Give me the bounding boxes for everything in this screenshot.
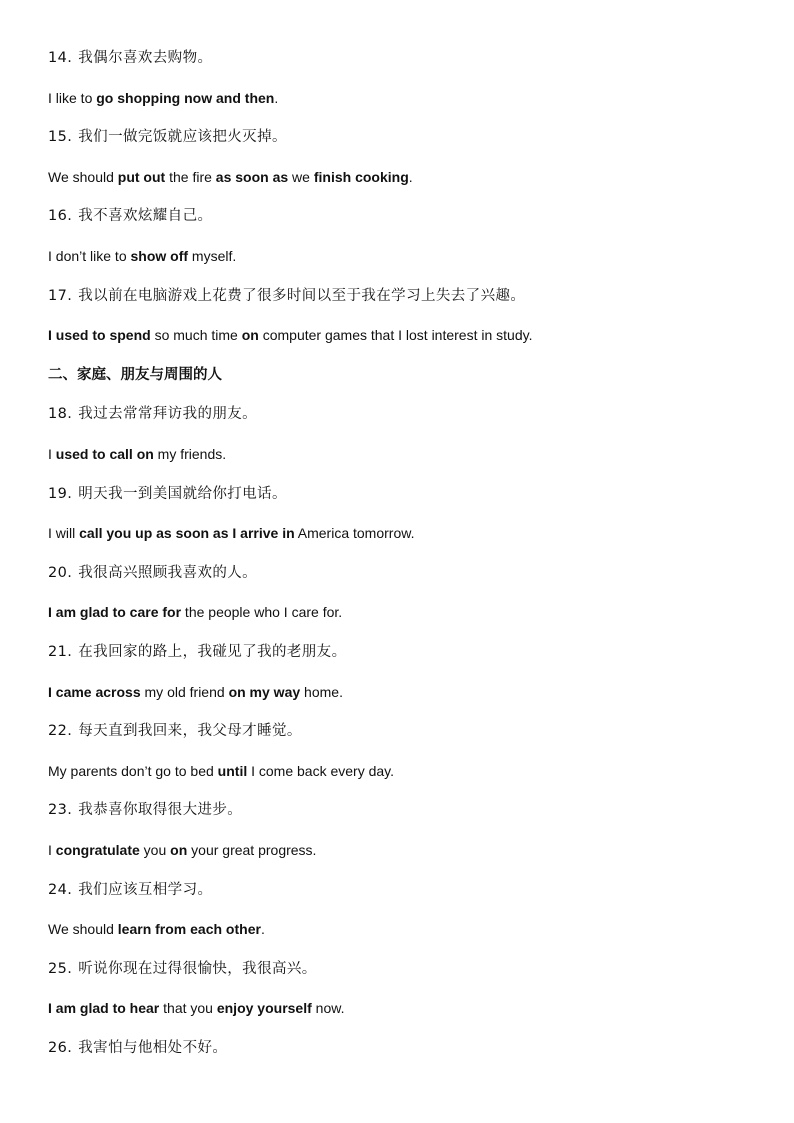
chinese-sentence — [48, 959, 317, 979]
chinese-sentence — [48, 206, 212, 226]
english-translation — [48, 682, 343, 702]
item-number: 24. — [48, 882, 73, 898]
english-translation — [48, 919, 265, 939]
plain-text: I don’t like to — [48, 248, 131, 264]
key-phrase: enjoy yourself — [216, 1000, 312, 1016]
key-phrase: I came across — [48, 684, 141, 700]
key-phrase: finish cooking — [313, 169, 409, 185]
plain-text: myself. — [188, 248, 237, 264]
chinese-text: 我恭喜你取得很大进步。 — [78, 802, 243, 818]
plain-text: we — [288, 169, 314, 185]
item-number: 21. — [48, 644, 73, 660]
item-number: 23. — [48, 802, 73, 818]
chinese-text: 每天直到我回来，我父母才睡觉。 — [78, 723, 302, 739]
key-phrase: learn from each other — [117, 921, 261, 937]
plain-text: We should — [48, 169, 118, 185]
key-phrase: show off — [130, 248, 189, 264]
key-phrase: until — [217, 763, 248, 779]
chinese-text: 我不喜欢炫耀自己。 — [78, 208, 213, 224]
chinese-text: 我偶尔喜欢去购物。 — [78, 50, 213, 66]
chinese-text: 明天我一到美国就给你打电话。 — [78, 486, 287, 502]
chinese-sentence — [48, 721, 302, 741]
plain-text: the people who I care for. — [181, 604, 343, 620]
english-translation — [48, 325, 532, 345]
plain-text: home. — [300, 684, 343, 700]
chinese-sentence — [48, 286, 525, 306]
chinese-sentence — [48, 642, 346, 662]
english-translation — [48, 840, 316, 860]
plain-text: America tomorrow. — [294, 525, 415, 541]
plain-text: your great progress. — [187, 842, 317, 858]
chinese-text: 我很高兴照顾我喜欢的人。 — [78, 565, 258, 581]
plain-text: now. — [311, 1000, 345, 1016]
chinese-sentence — [48, 127, 287, 147]
plain-text: so much time — [150, 327, 242, 343]
plain-text: . — [260, 921, 265, 937]
chinese-text: 我害怕与他相处不好。 — [78, 1040, 228, 1056]
plain-text: I like to — [48, 90, 97, 106]
plain-text: . — [408, 169, 413, 185]
chinese-text: 听说你现在过得很愉快，我很高兴。 — [78, 961, 317, 977]
key-phrase: put out — [117, 169, 166, 185]
key-phrase: go shopping now and then — [96, 90, 275, 106]
chinese-sentence — [48, 563, 257, 583]
plain-text: the fire — [165, 169, 216, 185]
chinese-text: 在我回家的路上，我碰见了我的老朋友。 — [78, 644, 347, 660]
english-translation — [48, 444, 226, 464]
chinese-text: 我们应该互相学习。 — [78, 882, 213, 898]
key-phrase: call you up as soon as I arrive in — [79, 525, 295, 541]
plain-text: I — [48, 842, 56, 858]
chinese-sentence — [48, 880, 212, 900]
key-phrase: I am glad to care for — [48, 604, 182, 620]
key-phrase: I am glad to hear — [48, 1000, 160, 1016]
item-number: 25. — [48, 961, 73, 977]
plain-text: We should — [48, 921, 118, 937]
item-number: 17. — [48, 288, 73, 304]
english-translation — [48, 167, 413, 187]
plain-text: I come back every day. — [247, 763, 395, 779]
chinese-text: 我过去常常拜访我的朋友。 — [78, 406, 258, 422]
key-phrase: as soon as — [215, 169, 289, 185]
english-translation — [48, 523, 414, 543]
chinese-sentence — [48, 404, 257, 424]
plain-text: that you — [159, 1000, 217, 1016]
item-number: 19. — [48, 486, 73, 502]
chinese-sentence — [48, 48, 212, 68]
english-translation — [48, 998, 344, 1018]
key-phrase: on — [170, 842, 188, 858]
plain-text: my old friend — [140, 684, 229, 700]
plain-text: my friends. — [153, 446, 227, 462]
section-heading: 二、家庭、朋友与周围的人 — [48, 367, 222, 383]
english-translation — [48, 246, 236, 266]
item-number: 16. — [48, 208, 73, 224]
chinese-sentence — [48, 1038, 227, 1058]
key-phrase: on my way — [228, 684, 301, 700]
plain-text: I will — [48, 525, 80, 541]
chinese-text: 我们一做完饭就应该把火灭掉。 — [78, 129, 287, 145]
chinese-sentence — [48, 484, 287, 504]
chinese-sentence — [48, 800, 242, 820]
item-number: 18. — [48, 406, 73, 422]
item-number: 14. — [48, 50, 73, 66]
english-translation — [48, 761, 394, 781]
plain-text: I — [48, 446, 56, 462]
english-translation — [48, 602, 342, 622]
plain-text: . — [274, 90, 279, 106]
english-translation — [48, 88, 278, 108]
key-phrase: congratulate — [55, 842, 140, 858]
chinese-text: 我以前在电脑游戏上花费了很多时间以至于我在学习上失去了兴趣。 — [78, 288, 526, 304]
plain-text: you — [139, 842, 171, 858]
plain-text: My parents don’t go to bed — [48, 763, 218, 779]
item-number: 22. — [48, 723, 73, 739]
item-number: 26. — [48, 1040, 73, 1056]
key-phrase: on — [241, 327, 259, 343]
item-number: 15. — [48, 129, 73, 145]
plain-text: computer games that I lost interest in study. — [258, 327, 533, 343]
key-phrase: I used to spend — [48, 327, 151, 343]
item-number: 20. — [48, 565, 73, 581]
key-phrase: used to call on — [55, 446, 154, 462]
